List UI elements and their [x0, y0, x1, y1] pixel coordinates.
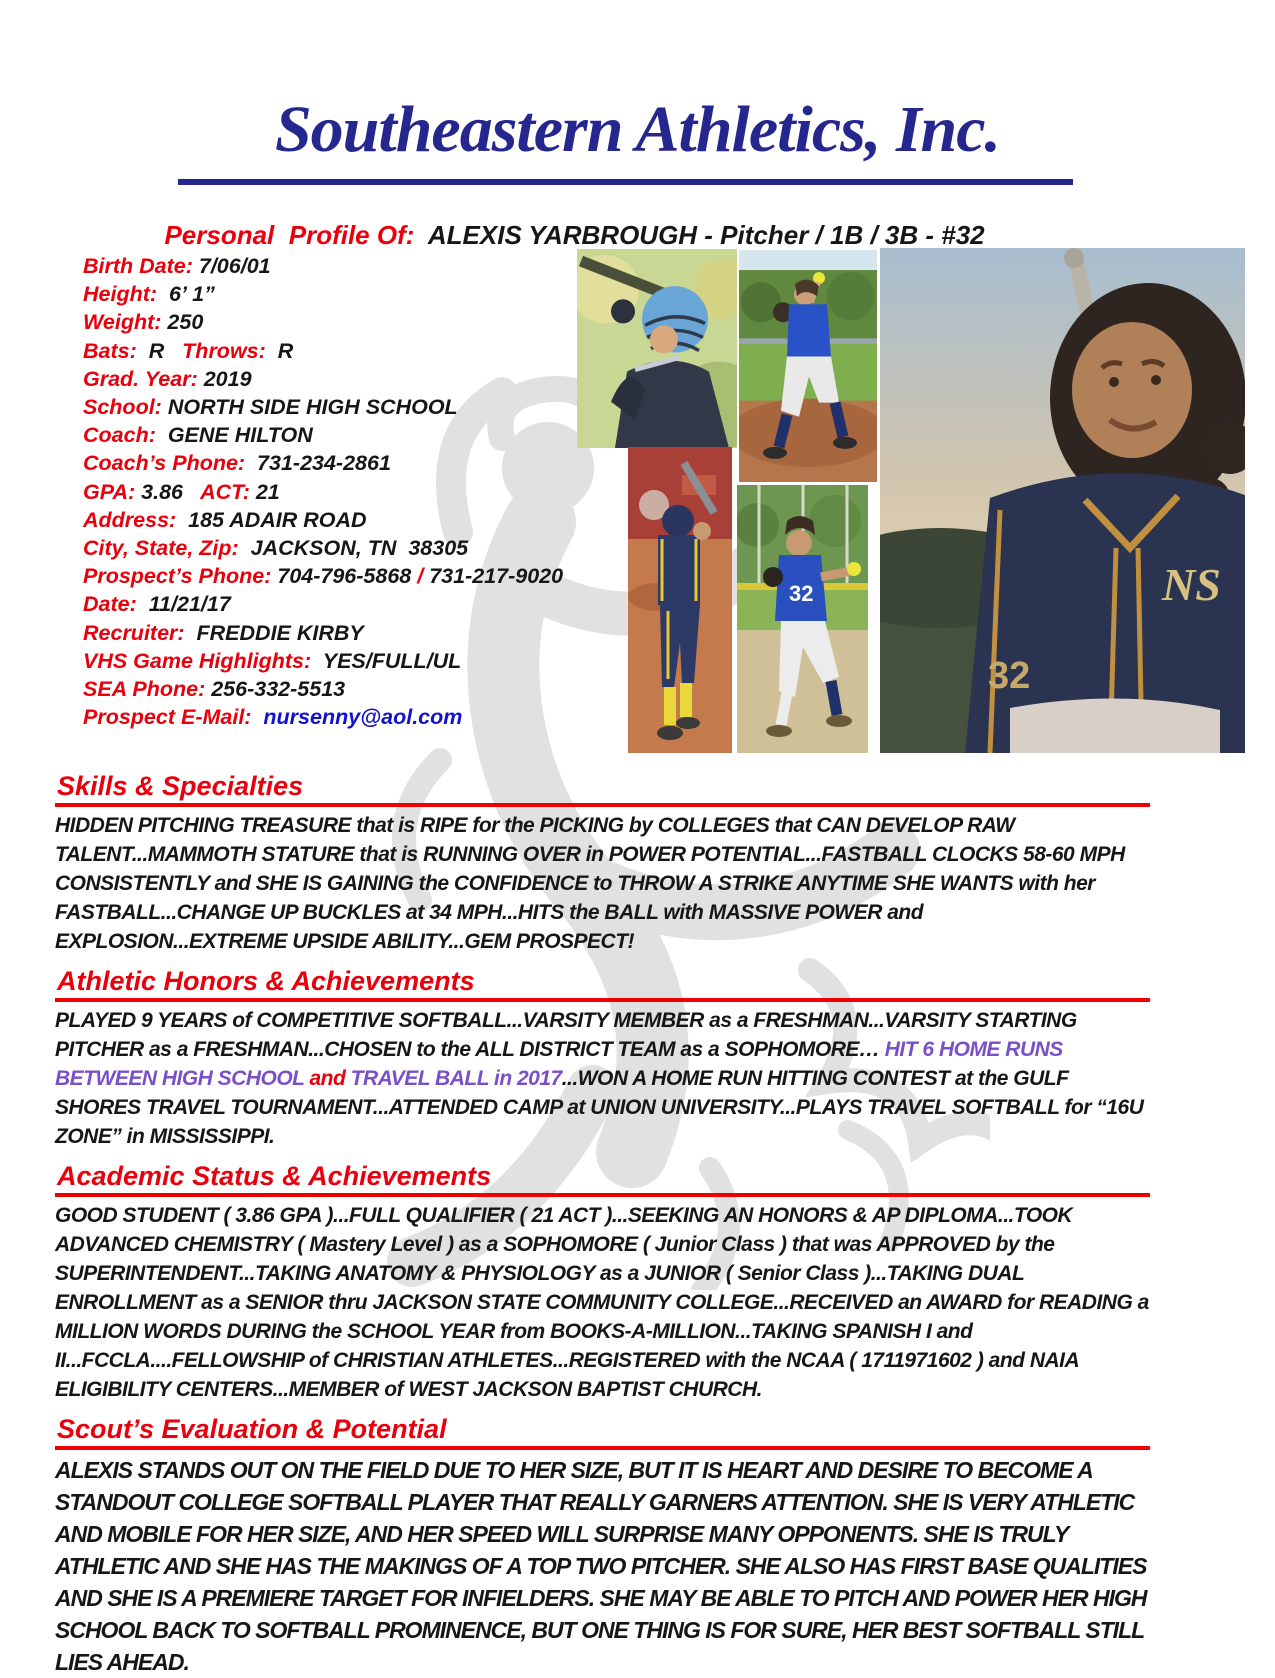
- section-title: Athletic Honors & Achievements: [57, 966, 475, 996]
- profile-line-12: [83, 590, 563, 618]
- text-segment-label: Recruiter:: [83, 620, 197, 645]
- profile-lines: [83, 252, 563, 731]
- text-segment-value: 731-234-2861: [257, 451, 391, 476]
- batting-closeup-art: [577, 249, 737, 448]
- photo-batter-from-behind: [628, 447, 732, 753]
- text-segment-value: 6’ 1”: [169, 282, 215, 307]
- profile-line-6: [83, 421, 563, 449]
- text-segment-label: ACT:: [200, 479, 256, 504]
- text-segment-label: Bats:: [83, 338, 149, 363]
- title-underline: [178, 179, 1073, 185]
- text-segment-value: R: [277, 338, 294, 363]
- section-body: [55, 811, 1150, 956]
- text-segment-black: HIDDEN PITCHING TREASURE that is RIPE for the PICKING by COLLEGES that CAN DEVELOP RAW TALENT...MAMMOTH STATURE that is RUNNING OVER in POWER POTENTIAL...FASTBALL CLOCKS 58-60 MPH CONSISTENTLY and SHE IS GAINING the CONFIDENCE to THROW A STRIKE ANYTIME SHE WANTS with her FASTBALL...CHANGE UP BUCKLES at 34 MPH...HITS the BALL with MASSIVE POWER and EXPLOSION...EXTREME UPSIDE ABILITY...GEM PROSPECT!: [55, 814, 1125, 953]
- profile-line-11: [83, 562, 563, 590]
- svg-text:NS: NS: [1162, 559, 1221, 610]
- sections: [55, 772, 1150, 1678]
- page-title: Southeastern Athletics, Inc.: [274, 93, 1001, 166]
- text-segment-label: Height:: [83, 282, 169, 307]
- text-segment-value: 704-796-5868: [277, 564, 418, 589]
- text-segment-value: 256-332-5513: [211, 677, 346, 702]
- profile-line-9: [83, 506, 563, 534]
- text-segment-black: ALEXIS STANDS OUT ON THE FIELD DUE TO HER SIZE, BUT IT IS HEART AND DESIRE TO BECOME A STANDOUT COLLEGE SOFTBALL PLAYER THAT REALLY GARNERS ATTENTION. SHE IS VERY ATHLETIC AND MOBILE FOR HER SIZE, AND HER SPEED WILL SURPRISE MANY OPPONENTS. SHE IS TRULY ATHLETIC AND SHE HAS THE MAKINGS OF A TOP TWO PITCHER. SHE ALSO HAS FIRST BASE QUALITIES AND SHE IS A PREMIERE TARGET FOR INFIELDERS. SHE MAY BE ABLE TO PITCH AND POWER HER HIGH SCHOOL BACK TO SOFTBALL PROMINENCE, BUT ONE THING IS FOR SURE, HER BEST SOFTBALL STILL LIES AHEAD.: [55, 1457, 1147, 1675]
- svg-text:32: 32: [789, 581, 814, 606]
- text-segment-purple: HIT 6 HOME RUNS BETWEEN HIGH SCHOOL: [55, 1038, 1063, 1090]
- text-segment-label: GPA:: [83, 479, 142, 504]
- batter-from-behind-art: [628, 447, 732, 753]
- pitching-delivery-art: [737, 485, 868, 753]
- text-segment-label: Date:: [83, 592, 149, 617]
- text-segment-label: Prospect’s Phone:: [83, 564, 278, 589]
- text-segment-label: SEA Phone:: [83, 677, 212, 702]
- section-underline: [55, 1193, 1150, 1197]
- text-segment-label: Coach:: [83, 423, 168, 448]
- text-segment-purple: TRAVEL BALL in 2017: [345, 1067, 562, 1090]
- profile-of-label: Personal Profile Of:: [164, 220, 428, 250]
- text-segment-label: VHS Game Highlights:: [83, 648, 323, 673]
- text-segment-label: School:: [83, 395, 168, 420]
- text-segment-value: NORTH SIDE HIGH SCHOOL: [167, 395, 458, 420]
- profile-line-13: [83, 619, 563, 647]
- profile-line-15: [83, 675, 563, 703]
- text-segment-value: YES/FULL/UL: [322, 648, 462, 673]
- profile-line-10: [83, 534, 563, 562]
- section-body: [55, 1006, 1150, 1151]
- text-segment-value: 7/06/01: [198, 254, 271, 278]
- section-title: Academic Status & Achievements: [57, 1161, 492, 1191]
- profile-line-3: [83, 337, 563, 365]
- text-segment-value: JACKSON, TN 38305: [250, 536, 469, 561]
- text-segment-label: Prospect E-Mail:: [83, 705, 264, 730]
- photo-batting-closeup: [577, 249, 737, 448]
- section-title: Skills & Specialties: [57, 771, 304, 801]
- text-segment-black: GOOD STUDENT ( 3.86 GPA )...FULL QUALIFIER ( 21 ACT )...SEEKING AN HONORS & AP DIPLOMA...TOOK ADVANCED CHEMISTRY ( Mastery Level ) as a SOPHOMORE ( Junior Class ) that was APPROVED by the SUPERINTENDENT...TAKING ANATOMY & PHYSIOLOGY as a JUNIOR ( Senior Class )...TAKING DUAL ENROLLMENT as a SENIOR thru JACKSON STATE COMMUNITY COLLEGE...RECEIVED an AWARD for READING a MILLION WORDS DURING the SCHOOL YEAR from BOOKS-A-MILLION...TAKING SPANISH I and II...FCCLA....FELLOWSHIP of CHRISTIAN ATHLETES...REGISTERED with the NCAA ( 1711971602 ) and NAIA ELIGIBILITY CENTERS...MEMBER of WEST JACKSON BAPTIST CHURCH.: [55, 1204, 1149, 1401]
- text-segment-label: Grad. Year:: [83, 366, 204, 391]
- profile-subtitle: [150, 189, 985, 251]
- profile-line-5: [83, 393, 563, 421]
- text-segment-label: Address:: [83, 507, 189, 532]
- text-segment-value: GENE HILTON: [167, 423, 313, 448]
- text-segment-label: Birth Date:: [83, 254, 199, 278]
- profile-line-7: [83, 449, 563, 477]
- profile-line-2: [83, 308, 563, 336]
- text-segment-value: 21: [255, 479, 280, 504]
- text-segment-black: PLAYED 9 YEARS of COMPETITIVE SOFTBALL...VARSITY MEMBER as a FRESHMAN...VARSITY STARTING PITCHER as a FRESHMAN...CHOSEN to the ALL DISTRICT TEAM as a SOPHOMORE…: [55, 1009, 1077, 1061]
- text-segment-value: 185 ADAIR ROAD: [188, 507, 367, 532]
- profile-line-16: [83, 703, 563, 731]
- profile-line-1: [83, 280, 563, 308]
- profile-line-0: [83, 252, 563, 280]
- text-segment-label: City, State, Zip:: [83, 536, 251, 561]
- portrait-ns-jersey-art: [880, 248, 1245, 753]
- section-underline: [55, 1446, 1150, 1450]
- text-segment-value: FREDDIE KIRBY: [196, 620, 364, 645]
- section-body: [55, 1454, 1150, 1678]
- section-underline: [55, 998, 1150, 1002]
- text-segment-label: Coach’s Phone:: [83, 451, 258, 476]
- profile-line-14: [83, 647, 563, 675]
- section-body: [55, 1201, 1150, 1404]
- text-segment-value: 731-217-9020: [423, 564, 564, 589]
- text-segment-value: R: [148, 338, 183, 363]
- section-underline: [55, 803, 1150, 807]
- profile-line-8: [83, 478, 563, 506]
- text-segment-red: /: [417, 564, 424, 589]
- photo-fielding-throw: [739, 250, 877, 482]
- text-segment-label: Weight:: [83, 310, 168, 335]
- section-title: Scout’s Evaluation & Potential: [57, 1414, 447, 1444]
- text-segment-red: and: [309, 1067, 346, 1090]
- text-segment-value: 250: [167, 310, 204, 335]
- photo-portrait-ns-jersey: [880, 248, 1245, 753]
- text-segment-value: 3.86: [141, 479, 201, 504]
- fielding-throw-art: [739, 250, 877, 482]
- text-segment-black: ...WON A HOME RUN HITTING CONTEST at the GULF SHORES TRAVEL TOURNAMENT...ATTENDED CAMP at UNION UNIVERSITY...PLAYS TRAVEL SOFTBALL for “16U ZONE” in MISSISSIPPI.: [55, 1067, 1144, 1148]
- profile-line-4: [83, 365, 563, 393]
- text-segment-email: nursenny@aol.com: [263, 705, 463, 730]
- text-segment-value: 2019: [203, 366, 252, 391]
- photo-pitching-delivery: [737, 485, 868, 753]
- svg-text:32: 32: [988, 655, 1031, 697]
- prospect-name-positions: ALEXIS YARBROUGH - Pitcher / 1B / 3B - #32: [427, 220, 985, 250]
- text-segment-label: Throws:: [182, 338, 278, 363]
- text-segment-value: 11/21/17: [148, 592, 231, 617]
